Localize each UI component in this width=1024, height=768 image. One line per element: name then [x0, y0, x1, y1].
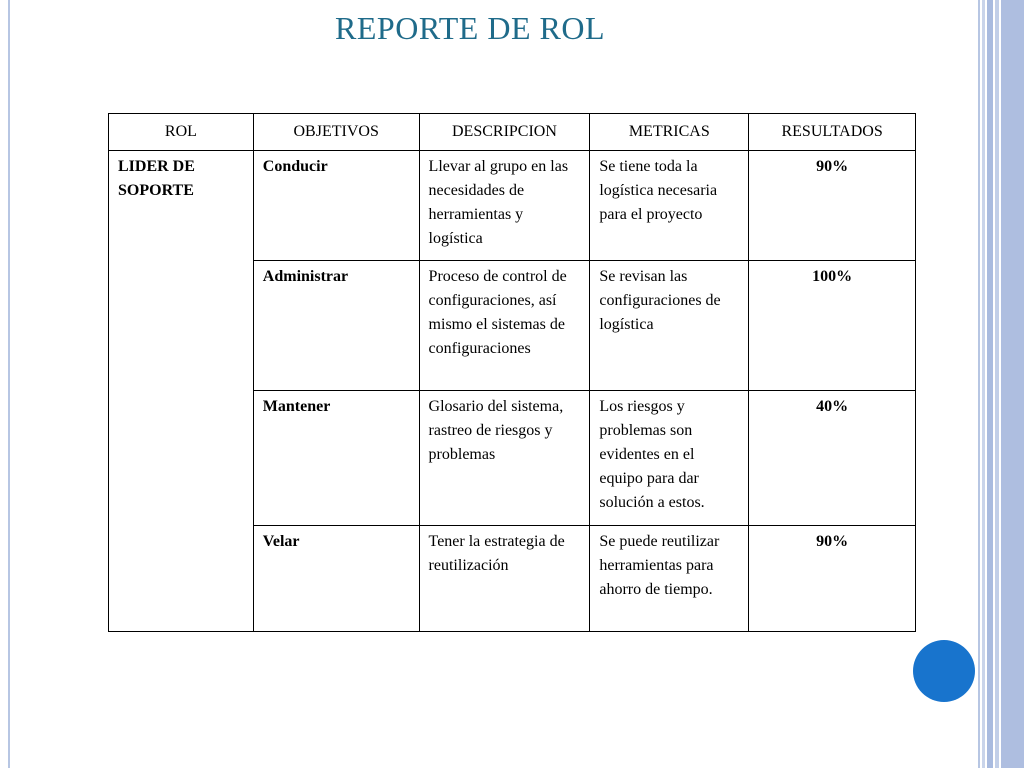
slide-title: REPORTE DE ROL: [335, 10, 605, 46]
role-report-table: [108, 113, 916, 632]
metric-cell: Se tiene toda la logística necesaria para el proyecto: [590, 151, 749, 261]
result-cell: 40%: [749, 391, 916, 526]
stripe: [1001, 0, 1024, 768]
objective-cell: Administrar: [253, 261, 419, 391]
blue-circle-decoration: [913, 640, 975, 702]
stripe: [978, 0, 980, 768]
header-rol: ROL: [109, 114, 254, 151]
table-header-row: [109, 114, 916, 151]
header-objetivos: OBJETIVOS: [253, 114, 419, 151]
result-cell: 90%: [749, 151, 916, 261]
header-metricas: METRICAS: [590, 114, 749, 151]
left-border-line: [8, 0, 10, 768]
description-cell: Proceso de control de configuraciones, así mismo el sistemas de configuraciones: [419, 261, 590, 391]
table-row: [109, 151, 916, 261]
header-descripcion: DESCRIPCION: [419, 114, 590, 151]
description-cell: Glosario del sistema, rastreo de riesgos y problemas: [419, 391, 590, 526]
metric-cell: Se puede reutilizar herramientas para ahorro de tiempo.: [590, 526, 749, 632]
objective-cell: Velar: [253, 526, 419, 632]
metric-cell: Los riesgos y problemas son evidentes en el equipo para dar solución a estos.: [590, 391, 749, 526]
stripe: [987, 0, 993, 768]
description-cell: Llevar al grupo en las necesidades de herramientas y logística: [419, 151, 590, 261]
result-cell: 90%: [749, 526, 916, 632]
right-decorative-stripes: [978, 0, 1024, 768]
metric-cell: Se revisan las configuraciones de logística: [590, 261, 749, 391]
header-resultados: RESULTADOS: [749, 114, 916, 151]
description-cell: Tener la estrategia de reutilización: [419, 526, 590, 632]
objective-cell: Mantener: [253, 391, 419, 526]
role-cell: LIDER DE SOPORTE: [109, 151, 254, 632]
objective-cell: Conducir: [253, 151, 419, 261]
result-cell: 100%: [749, 261, 916, 391]
stripe: [982, 0, 985, 768]
stripe: [995, 0, 999, 768]
